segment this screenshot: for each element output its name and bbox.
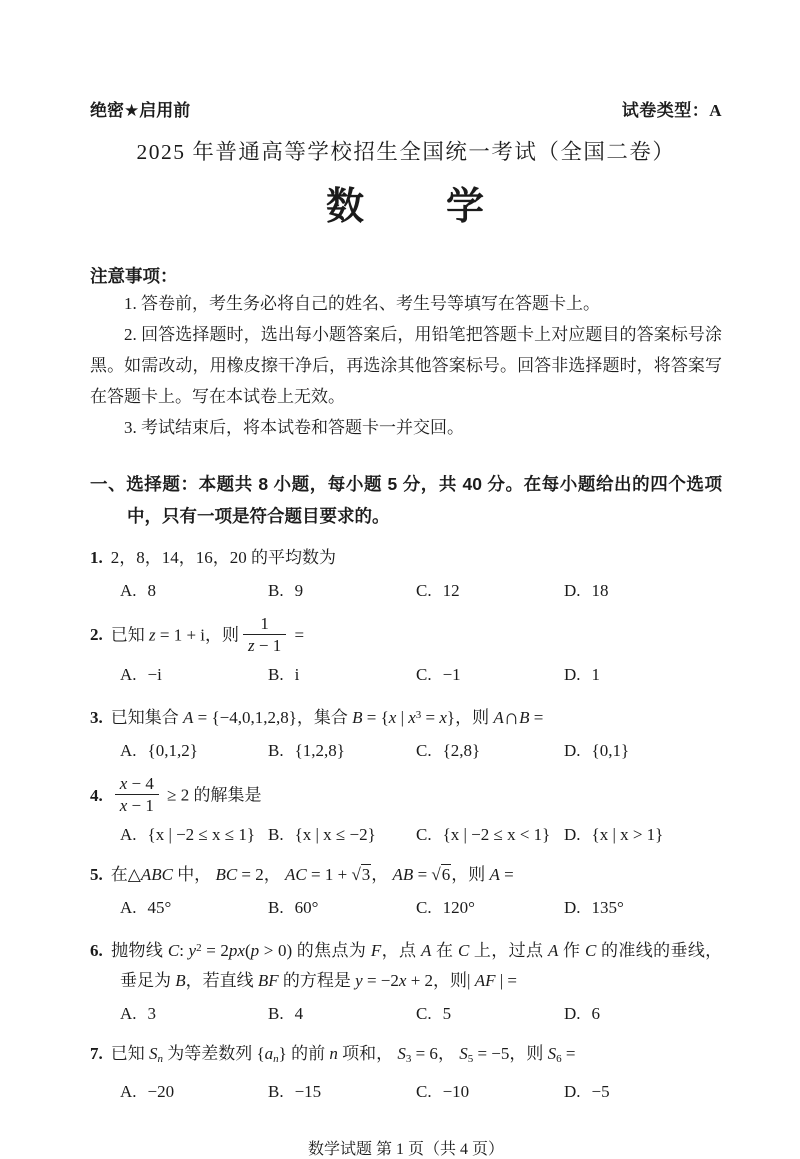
- question-6-number: 6.: [90, 941, 103, 961]
- math-var: AB: [392, 865, 414, 885]
- math-var: S: [459, 1044, 468, 1064]
- stem-text: 中，: [177, 865, 212, 885]
- question-4-stem: [90, 776, 722, 817]
- math-run: = 2: [201, 941, 229, 961]
- option-d: [564, 999, 600, 1028]
- option-d-value: 6: [591, 1004, 601, 1024]
- math-var: y: [355, 971, 363, 991]
- math-var: A: [489, 865, 500, 885]
- question-5-number: 5.: [90, 865, 103, 885]
- fraction: [243, 614, 286, 655]
- option-d-value: 18: [591, 581, 609, 600]
- question-2-number: 2.: [90, 625, 103, 645]
- option-d: [564, 893, 624, 922]
- math-var: n: [329, 1044, 338, 1064]
- option-b-label: B.: [268, 898, 284, 918]
- option-d: [564, 660, 600, 689]
- question-3-stem: [90, 700, 722, 733]
- option-b: [268, 999, 416, 1028]
- math-var: y: [188, 941, 197, 961]
- stem-text: 的焦点为: [296, 941, 367, 961]
- question-6-options: [90, 999, 722, 1028]
- option-a-value: −20: [147, 1082, 175, 1102]
- stem-text: ，点: [381, 941, 417, 961]
- option-b-value: 4: [294, 1004, 304, 1024]
- math-run: = −5: [473, 1044, 510, 1064]
- math-run: =: [499, 865, 514, 885]
- fraction-numerator: 1: [243, 614, 286, 635]
- option-d-label: D.: [564, 741, 581, 761]
- question-5: [90, 860, 722, 922]
- math-run: = {: [362, 708, 389, 728]
- option-b: [268, 736, 416, 765]
- subject-title: 数 学: [325, 186, 486, 228]
- math-run: = {−4,0,1,2,8}: [193, 708, 297, 728]
- option-c: [416, 660, 564, 689]
- math-var: C: [457, 941, 470, 961]
- option-b-label: B.: [268, 1082, 284, 1102]
- stem-text: 上，过点: [473, 941, 544, 961]
- option-c-value: {2,8}: [442, 741, 481, 761]
- stem-text: ，: [437, 1044, 455, 1064]
- math-var: C: [167, 941, 180, 961]
- option-c-value: −1: [442, 665, 461, 685]
- question-list: [90, 543, 722, 1106]
- stem-text: 的准线的垂线，垂足为: [120, 941, 723, 991]
- option-a-value: −i: [147, 665, 162, 685]
- math-run: }: [278, 1044, 287, 1064]
- triangle-symbol: △: [127, 865, 141, 885]
- math-subscript: 3: [405, 1053, 412, 1066]
- math-superscript: 2: [196, 942, 202, 955]
- math-var: B: [352, 708, 363, 728]
- option-b-value: −15: [294, 1082, 322, 1102]
- stem-text: 在: [110, 865, 128, 885]
- math-superscript: 3: [415, 709, 422, 722]
- option-a: [120, 660, 268, 689]
- option-c: [416, 820, 564, 849]
- option-d: [564, 576, 609, 605]
- option-c: [416, 736, 564, 765]
- exam-title: 2025 年普通高等学校招生全国统一考试（全国二卷）: [136, 140, 676, 164]
- option-b-label: B.: [268, 665, 284, 685]
- option-b-value: {x | x ≤ −2}: [294, 825, 376, 845]
- option-c-value: {x | −2 ≤ x < 1}: [442, 825, 551, 845]
- fraction-denominator: x − 1: [119, 796, 154, 816]
- math-run: 2，8，14，16，20: [110, 548, 247, 567]
- option-c-value: 120°: [442, 898, 475, 918]
- option-b-value: {1,2,8}: [294, 741, 345, 761]
- math-var: px: [228, 941, 245, 961]
- option-b-label: B.: [268, 825, 284, 845]
- math-subscript: 6: [556, 1053, 562, 1066]
- option-a-label: A.: [120, 741, 137, 761]
- question-2-options: [90, 660, 722, 689]
- question-6: [90, 933, 722, 1028]
- option-b-value: 9: [294, 581, 304, 600]
- math-var: ABC: [140, 865, 173, 885]
- option-d-value: 1: [591, 665, 601, 685]
- stem-text: 的前: [291, 1044, 326, 1064]
- option-a-label: A.: [120, 825, 137, 845]
- stem-text: 为等差数列: [167, 1044, 253, 1064]
- math-run: = 6: [411, 1044, 438, 1064]
- stem-text: 已知: [110, 1044, 145, 1064]
- stem-text: 项和，: [342, 1044, 394, 1064]
- math-run: = 1 +: [306, 865, 352, 885]
- option-d-value: {x | x > 1}: [591, 825, 664, 845]
- option-b-label: B.: [268, 741, 284, 761]
- option-a: [120, 736, 268, 765]
- option-c: [416, 576, 564, 605]
- option-d-label: D.: [564, 1082, 581, 1102]
- option-b-label: B.: [268, 581, 284, 600]
- stem-text: ，则: [509, 1044, 544, 1064]
- math-var: A: [183, 708, 194, 728]
- math-run: + 2: [406, 971, 434, 991]
- option-d-label: D.: [564, 665, 581, 685]
- stem-text: 已知: [110, 625, 145, 645]
- fraction-numerator: x − 4: [115, 774, 159, 795]
- option-c: [416, 999, 564, 1028]
- math-var: a: [264, 1044, 274, 1064]
- stem-text: 的解集是: [193, 785, 262, 805]
- stem-text: 抛物线: [110, 941, 164, 961]
- math-run: > 0): [259, 941, 293, 961]
- section-number: 一、: [90, 474, 127, 494]
- math-run: = −2: [362, 971, 399, 991]
- stem-text: ，: [371, 865, 389, 885]
- notice-item-1: 1. 答卷前，考生务必将自己的姓名、考生号等填写在答题卡上。: [124, 294, 600, 313]
- option-a-label: A.: [120, 581, 137, 600]
- option-c-label: C.: [416, 741, 432, 761]
- question-1-number: 1.: [90, 548, 103, 567]
- math-run: | =: [495, 971, 517, 991]
- square-root: √6: [431, 865, 451, 885]
- option-d-value: {0,1}: [591, 741, 630, 761]
- math-var: x: [398, 971, 407, 991]
- stem-text: 的平均数为: [251, 548, 336, 567]
- option-a-value: 3: [147, 1004, 157, 1024]
- option-c-label: C.: [416, 1004, 432, 1024]
- math-var: p: [250, 941, 260, 961]
- question-2-stem: [90, 616, 722, 657]
- section-text: 选择题：本题共 8 小题，每小题 5 分，共 40 分。在每小题给出的四个选项中，只有一项是符合题目要求的。: [126, 474, 723, 526]
- question-4-number: 4.: [90, 785, 103, 805]
- option-c-label: C.: [416, 898, 432, 918]
- math-var: A: [420, 941, 432, 961]
- math-run: ≥ 2: [162, 785, 190, 805]
- option-a-label: A.: [120, 898, 137, 918]
- option-a: [120, 820, 268, 849]
- math-subscript: 5: [467, 1053, 474, 1066]
- math-var: S: [149, 1044, 158, 1064]
- stem-text: ，则: [433, 971, 468, 991]
- stem-text: ，集合: [296, 708, 348, 728]
- math-var: x: [408, 708, 416, 728]
- option-c-value: 5: [442, 1004, 452, 1024]
- question-7: [90, 1039, 722, 1106]
- question-1-options: [90, 576, 722, 605]
- question-3-number: 3.: [90, 708, 103, 728]
- math-run: = 1 + i: [155, 625, 206, 645]
- question-2: [90, 616, 722, 689]
- question-4: [90, 776, 722, 849]
- math-run: = 2: [237, 865, 264, 885]
- option-a-label: A.: [120, 1082, 137, 1102]
- math-var: x: [388, 708, 397, 728]
- option-b: [268, 1077, 416, 1106]
- math-var: z: [149, 625, 156, 645]
- stem-text: ，若直线: [185, 971, 254, 991]
- notice-item-3: 3. 考试结束后，将本试卷和答题卡一并交回。: [124, 418, 464, 437]
- option-a-value: {0,1,2}: [147, 741, 198, 761]
- math-run: :: [179, 941, 189, 961]
- option-c-value: 12: [442, 581, 460, 600]
- option-b-value: i: [294, 665, 300, 685]
- page-footer: 数学试题 第 1 页（共 4 页）: [307, 1141, 504, 1159]
- math-var: S: [547, 1044, 557, 1064]
- option-c-label: C.: [416, 1082, 432, 1102]
- option-d: [564, 736, 629, 765]
- option-b-value: 60°: [294, 898, 319, 918]
- math-var: B: [519, 708, 530, 728]
- option-c: [416, 893, 564, 922]
- stem-text: 的方程是: [282, 971, 351, 991]
- option-b: [268, 893, 416, 922]
- page-header: [90, 96, 722, 121]
- option-a-value: 8: [147, 581, 157, 600]
- option-d-label: D.: [564, 898, 581, 918]
- math-var: F: [370, 941, 382, 961]
- option-d-value: −5: [591, 1082, 610, 1102]
- question-3: [90, 700, 722, 765]
- fraction-denominator: z − 1: [248, 636, 282, 656]
- question-6-stem: [90, 933, 722, 996]
- math-run: =: [290, 625, 305, 645]
- math-run: |: [467, 971, 475, 991]
- math-var: BC: [215, 865, 238, 885]
- option-c-label: C.: [416, 581, 432, 600]
- question-5-stem: [90, 860, 722, 890]
- math-var: AC: [285, 865, 307, 885]
- option-d-label: D.: [564, 825, 581, 845]
- math-var: S: [397, 1044, 406, 1064]
- intersection-symbol: ∩: [503, 705, 520, 730]
- math-var: A: [548, 941, 559, 961]
- option-a: [120, 893, 268, 922]
- stem-text: 作: [563, 941, 581, 961]
- option-b: [268, 820, 416, 849]
- option-a-value: {x | −2 ≤ x ≤ 1}: [147, 825, 256, 845]
- math-run: |: [396, 708, 409, 728]
- option-d: [564, 1077, 610, 1106]
- option-b: [268, 660, 416, 689]
- math-run: =: [413, 865, 432, 885]
- option-b-label: B.: [268, 1004, 284, 1024]
- question-3-options: [90, 736, 722, 765]
- math-var: C: [585, 941, 597, 961]
- math-var: BF: [257, 971, 279, 991]
- math-var: B: [175, 971, 186, 991]
- square-root: √3: [351, 865, 371, 885]
- stem-text: 在: [435, 941, 454, 961]
- math-var: A: [493, 708, 504, 728]
- stem-text: ，则: [451, 865, 486, 885]
- option-c-label: C.: [416, 825, 432, 845]
- question-7-number: 7.: [90, 1044, 103, 1064]
- question-7-options: [90, 1077, 722, 1106]
- option-d-value: 135°: [591, 898, 624, 918]
- fraction: [115, 774, 159, 815]
- option-a: [120, 1077, 268, 1106]
- section-heading: [90, 468, 722, 532]
- math-run: =: [529, 708, 544, 728]
- paper-type-label: 试卷类型：A: [621, 101, 722, 120]
- question-5-options: [90, 893, 722, 922]
- stem-text: ，则: [455, 708, 490, 728]
- option-a-label: A.: [120, 1004, 137, 1024]
- classified-label: 绝密★启用前: [90, 101, 191, 120]
- option-d-label: D.: [564, 581, 581, 600]
- option-a: [120, 576, 268, 605]
- math-run: =: [421, 708, 440, 728]
- question-1-stem: [90, 543, 722, 573]
- option-a-value: 45°: [147, 898, 172, 918]
- option-b: [268, 576, 416, 605]
- option-a-label: A.: [120, 665, 137, 685]
- math-subscript: n: [273, 1053, 279, 1066]
- option-a: [120, 999, 268, 1028]
- math-subscript: n: [157, 1053, 163, 1066]
- stem-text: 已知集合: [110, 708, 179, 728]
- math-run: =: [561, 1044, 576, 1064]
- notice-heading: 注意事项：: [90, 266, 178, 286]
- option-c-value: −10: [442, 1082, 470, 1102]
- option-d: [564, 820, 663, 849]
- option-c: [416, 1077, 564, 1106]
- stem-text: ，: [263, 865, 281, 885]
- option-c-label: C.: [416, 665, 432, 685]
- stem-text: ，则: [205, 625, 240, 645]
- math-run: {: [256, 1044, 265, 1064]
- notice-item-2: 2. 回答选择题时，选出每小题答案后，用铅笔把答题卡上对应题目的答案标号涂黑。如需改动，用橡皮擦干净后，再选涂其他答案标号。回答非选择题时，将答案写在答题卡上。写在本试卷上无效。: [90, 325, 722, 406]
- math-var: x: [439, 708, 447, 728]
- question-1: [90, 543, 722, 605]
- math-run: (: [244, 941, 251, 961]
- math-run: }: [446, 708, 456, 728]
- math-var: AF: [474, 971, 496, 991]
- question-4-options: [90, 820, 722, 849]
- question-7-stem: [90, 1039, 722, 1074]
- option-d-label: D.: [564, 1004, 581, 1024]
